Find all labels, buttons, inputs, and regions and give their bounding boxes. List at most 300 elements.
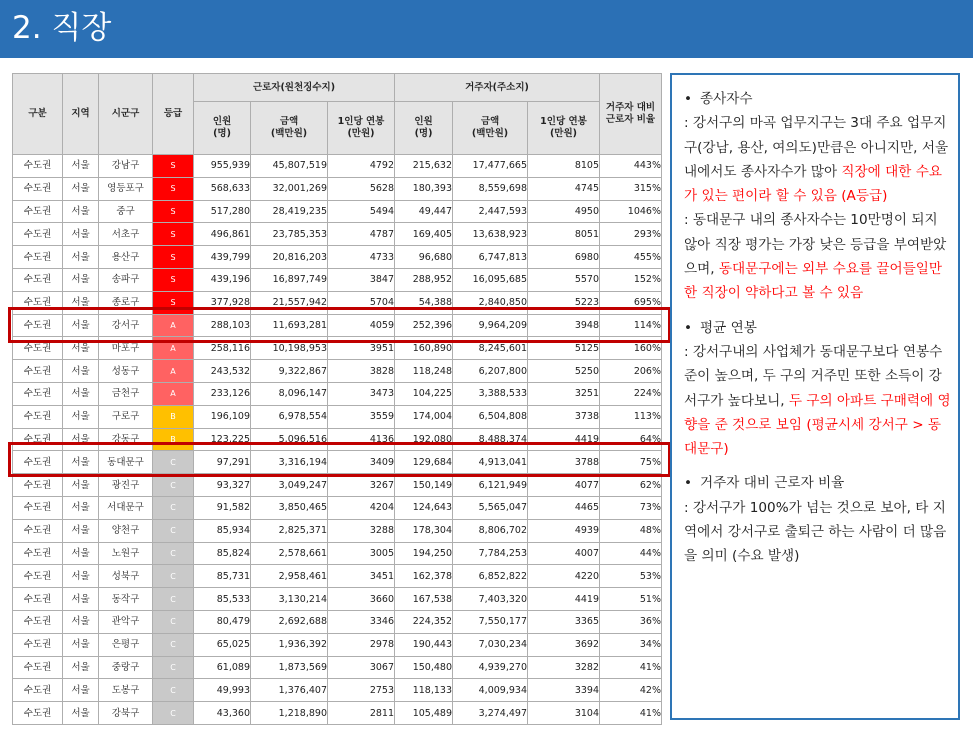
cell-residents-per-capita: 4419 [528,588,600,611]
cell-region-group: 수도권 [13,155,63,178]
cell-residents-amount: 7,030,234 [453,633,528,656]
cell-workers-per-capita: 4792 [328,155,395,178]
table-row [13,519,662,542]
cell-residents-per-capita: 3251 [528,382,600,405]
cell-residents-amount: 8,559,698 [453,177,528,200]
cell-residents-per-capita: 4939 [528,519,600,542]
cell-workers-amount: 23,785,353 [251,223,328,246]
cell-area: 서울 [63,633,99,656]
cell-workers-people: 258,116 [194,337,251,360]
header-workers-people: 인원 (명) [194,102,251,155]
cell-district: 용산구 [99,246,153,269]
cell-grade: A [153,337,194,360]
cell-workers-per-capita: 4733 [328,246,395,269]
cell-area: 서울 [63,268,99,291]
cell-district: 동대문구 [99,451,153,474]
cell-region-group: 수도권 [13,428,63,451]
cell-region-group: 수도권 [13,474,63,497]
cell-district: 송파구 [99,268,153,291]
cell-residents-amount: 7,784,253 [453,542,528,565]
cell-grade: C [153,588,194,611]
cell-region-group: 수도권 [13,451,63,474]
cell-region-group: 수도권 [13,610,63,633]
cell-residents-amount: 6,207,800 [453,360,528,383]
note-highlight-text: 직장에 대한 수요가 있는 편이라 할 수 있음 (A등급) [684,163,942,205]
cell-workers-people: 43,360 [194,702,251,725]
cell-workers-people: 61,089 [194,656,251,679]
cell-residents-amount: 9,964,209 [453,314,528,337]
highlight-dongdaemun-row [8,442,671,477]
cell-residents-people: 215,632 [395,155,453,178]
cell-area: 서울 [63,382,99,405]
cell-workers-per-capita: 4136 [328,428,395,451]
district-employment-table [12,73,662,725]
cell-residents-people: 118,133 [395,679,453,702]
cell-workers-amount: 2,825,371 [251,519,328,542]
cell-region-group: 수도권 [13,382,63,405]
cell-residents-people: 178,304 [395,519,453,542]
cell-residents-per-capita: 5570 [528,268,600,291]
table-row [13,679,662,702]
cell-workers-people: 955,939 [194,155,251,178]
cell-residents-people: 129,684 [395,451,453,474]
cell-workers-amount: 3,130,214 [251,588,328,611]
cell-grade: B [153,428,194,451]
cell-workers-amount: 45,807,519 [251,155,328,178]
analysis-notes-panel [670,73,960,720]
cell-residents-people: 49,447 [395,200,453,223]
cell-workers-amount: 1,376,407 [251,679,328,702]
cell-residents-per-capita: 3788 [528,451,600,474]
cell-residents-amount: 4,009,934 [453,679,528,702]
cell-grade: S [153,291,194,314]
table-row [13,268,662,291]
cell-area: 서울 [63,314,99,337]
cell-grade: S [153,155,194,178]
cell-workers-per-capita: 4787 [328,223,395,246]
cell-district: 마포구 [99,337,153,360]
table-row [13,223,662,246]
cell-ratio: 152% [600,268,662,291]
cell-ratio: 42% [600,679,662,702]
cell-residents-per-capita: 8051 [528,223,600,246]
title-bar [0,0,973,58]
cell-grade: A [153,360,194,383]
table-row [13,702,662,725]
cell-workers-people: 123,225 [194,428,251,451]
cell-workers-amount: 2,958,461 [251,565,328,588]
cell-workers-per-capita: 3660 [328,588,395,611]
cell-workers-people: 496,861 [194,223,251,246]
cell-grade: C [153,565,194,588]
cell-district: 금천구 [99,382,153,405]
cell-area: 서울 [63,177,99,200]
cell-grade: C [153,496,194,519]
cell-workers-people: 233,126 [194,382,251,405]
cell-workers-amount: 32,001,269 [251,177,328,200]
table-row [13,177,662,200]
table-row [13,474,662,497]
cell-region-group: 수도권 [13,702,63,725]
cell-workers-amount: 6,978,554 [251,405,328,428]
cell-residents-amount: 13,638,923 [453,223,528,246]
cell-region-group: 수도권 [13,656,63,679]
cell-residents-people: 192,080 [395,428,453,451]
cell-residents-per-capita: 4077 [528,474,600,497]
cell-ratio: 73% [600,496,662,519]
cell-residents-people: 150,480 [395,656,453,679]
cell-residents-amount: 5,565,047 [453,496,528,519]
cell-ratio: 41% [600,656,662,679]
cell-grade: S [153,246,194,269]
note-section-title: • 평균 연봉 [684,316,952,340]
cell-workers-per-capita: 2811 [328,702,395,725]
cell-workers-people: 85,934 [194,519,251,542]
cell-workers-per-capita: 5628 [328,177,395,200]
cell-residents-amount: 3,388,533 [453,382,528,405]
cell-ratio: 443% [600,155,662,178]
cell-area: 서울 [63,565,99,588]
cell-residents-people: 162,378 [395,565,453,588]
cell-workers-amount: 3,049,247 [251,474,328,497]
cell-residents-people: 167,538 [395,588,453,611]
note-paragraph [684,111,952,208]
note-paragraph [684,208,952,305]
cell-area: 서울 [63,451,99,474]
cell-workers-people: 85,731 [194,565,251,588]
cell-area: 서울 [63,223,99,246]
cell-area: 서울 [63,246,99,269]
cell-ratio: 41% [600,702,662,725]
cell-residents-people: 105,489 [395,702,453,725]
cell-district: 양천구 [99,519,153,542]
table-body [13,155,662,725]
cell-residents-amount: 8,245,601 [453,337,528,360]
cell-ratio: 206% [600,360,662,383]
cell-ratio: 64% [600,428,662,451]
cell-grade: S [153,268,194,291]
cell-residents-amount: 2,840,850 [453,291,528,314]
cell-ratio: 44% [600,542,662,565]
cell-ratio: 315% [600,177,662,200]
cell-workers-per-capita: 3828 [328,360,395,383]
cell-district: 노원구 [99,542,153,565]
cell-region-group: 수도권 [13,223,63,246]
cell-residents-per-capita: 4950 [528,200,600,223]
header-workers-per-capita: 1인당 연봉 (만원) [328,102,395,155]
cell-workers-amount: 20,816,203 [251,246,328,269]
cell-residents-amount: 6,852,822 [453,565,528,588]
cell-region-group: 수도권 [13,405,63,428]
cell-district: 서대문구 [99,496,153,519]
cell-residents-people: 224,352 [395,610,453,633]
cell-residents-per-capita: 3692 [528,633,600,656]
cell-workers-per-capita: 3451 [328,565,395,588]
cell-residents-per-capita: 4419 [528,428,600,451]
cell-district: 강남구 [99,155,153,178]
cell-workers-people: 97,291 [194,451,251,474]
cell-workers-people: 93,327 [194,474,251,497]
cell-workers-per-capita: 3346 [328,610,395,633]
cell-grade: C [153,451,194,474]
note-highlight-text: 동대문구에는 외부 수요를 끌어들일만한 직장이 약하다고 볼 수 있음 [684,261,942,302]
cell-area: 서울 [63,360,99,383]
cell-region-group: 수도권 [13,177,63,200]
cell-region-group: 수도권 [13,588,63,611]
cell-residents-amount: 8,806,702 [453,519,528,542]
cell-district: 중랑구 [99,656,153,679]
cell-district: 관악구 [99,610,153,633]
note-text: : 강서구의 마곡 업무지구는 3대 주요 업무지구(강남, 용산, 여의도)만큼은 아니지만, 서울내에서도 종사자수가 많아 [684,115,949,180]
cell-residents-people: 124,643 [395,496,453,519]
cell-workers-people: 196,109 [194,405,251,428]
cell-residents-amount: 3,274,497 [453,702,528,725]
cell-residents-per-capita: 4465 [528,496,600,519]
cell-workers-people: 439,196 [194,268,251,291]
cell-area: 서울 [63,291,99,314]
table-row [13,360,662,383]
cell-residents-per-capita: 4007 [528,542,600,565]
cell-grade: A [153,314,194,337]
cell-ratio: 36% [600,610,662,633]
cell-residents-per-capita: 3738 [528,405,600,428]
cell-region-group: 수도권 [13,679,63,702]
cell-residents-people: 118,248 [395,360,453,383]
cell-district: 동작구 [99,588,153,611]
cell-grade: C [153,610,194,633]
note-section-title: • 종사자수 [684,87,952,111]
cell-ratio: 53% [600,565,662,588]
header-workers-amount: 금액 (백만원) [251,102,328,155]
cell-grade: C [153,542,194,565]
cell-ratio: 114% [600,314,662,337]
cell-workers-per-capita: 3288 [328,519,395,542]
cell-area: 서울 [63,405,99,428]
cell-workers-per-capita: 3067 [328,656,395,679]
cell-ratio: 113% [600,405,662,428]
cell-district: 강서구 [99,314,153,337]
cell-residents-amount: 17,477,665 [453,155,528,178]
cell-residents-amount: 2,447,593 [453,200,528,223]
header-district: 시군구 [99,74,153,155]
highlight-gangseo-row [8,307,671,343]
cell-ratio: 224% [600,382,662,405]
cell-workers-people: 288,103 [194,314,251,337]
cell-region-group: 수도권 [13,633,63,656]
cell-region-group: 수도권 [13,496,63,519]
cell-ratio: 34% [600,633,662,656]
cell-area: 서울 [63,702,99,725]
cell-district: 은평구 [99,633,153,656]
table-row [13,656,662,679]
header-residents-per-capita: 1인당 연봉 (만원) [528,102,600,155]
cell-workers-people: 85,533 [194,588,251,611]
cell-residents-per-capita: 5223 [528,291,600,314]
cell-workers-amount: 1,936,392 [251,633,328,656]
cell-workers-per-capita: 2753 [328,679,395,702]
cell-grade: B [153,405,194,428]
cell-workers-people: 439,799 [194,246,251,269]
header-residents-people: 인원 (명) [395,102,453,155]
cell-workers-per-capita: 3559 [328,405,395,428]
cell-district: 서초구 [99,223,153,246]
cell-workers-people: 85,824 [194,542,251,565]
note-section-title: • 거주자 대비 근로자 비율 [684,471,952,495]
header-region-group: 구분 [13,74,63,155]
cell-residents-people: 160,890 [395,337,453,360]
cell-workers-people: 91,582 [194,496,251,519]
cell-district: 구로구 [99,405,153,428]
cell-residents-people: 54,388 [395,291,453,314]
cell-ratio: 160% [600,337,662,360]
cell-workers-amount: 21,557,942 [251,291,328,314]
cell-workers-people: 377,928 [194,291,251,314]
cell-workers-per-capita: 3005 [328,542,395,565]
cell-workers-people: 65,025 [194,633,251,656]
cell-residents-per-capita: 3282 [528,656,600,679]
cell-district: 성북구 [99,565,153,588]
cell-residents-amount: 6,747,813 [453,246,528,269]
cell-area: 서울 [63,337,99,360]
cell-grade: C [153,679,194,702]
cell-workers-amount: 10,198,953 [251,337,328,360]
cell-workers-people: 243,532 [194,360,251,383]
cell-district: 광진구 [99,474,153,497]
cell-ratio: 1046% [600,200,662,223]
note-paragraph [684,340,952,461]
cell-workers-per-capita: 3847 [328,268,395,291]
cell-workers-people: 568,633 [194,177,251,200]
cell-residents-amount: 4,939,270 [453,656,528,679]
cell-ratio: 293% [600,223,662,246]
table-row [13,610,662,633]
cell-residents-people: 190,443 [395,633,453,656]
cell-residents-per-capita: 3394 [528,679,600,702]
cell-ratio: 695% [600,291,662,314]
cell-workers-amount: 16,897,749 [251,268,328,291]
cell-workers-amount: 28,419,235 [251,200,328,223]
cell-workers-amount: 3,850,465 [251,496,328,519]
cell-residents-people: 169,405 [395,223,453,246]
cell-residents-people: 174,004 [395,405,453,428]
cell-grade: C [153,519,194,542]
cell-region-group: 수도권 [13,519,63,542]
cell-residents-amount: 6,504,808 [453,405,528,428]
cell-workers-amount: 1,873,569 [251,656,328,679]
cell-workers-per-capita: 2978 [328,633,395,656]
header-ratio: 거주자 대비 근로자 비율 [600,74,662,155]
table-row [13,246,662,269]
cell-ratio: 455% [600,246,662,269]
note-text: : 강서구가 100%가 넘는 것으로 보아, 타 지역에서 강서구로 출퇴근 하는 사람이 더 많음을 의미 (수요 발생) [684,499,947,565]
header-workers-group: 근로자(원천징수지) [194,74,395,102]
cell-district: 강북구 [99,702,153,725]
cell-district: 영등포구 [99,177,153,200]
table-row [13,565,662,588]
cell-residents-people: 252,396 [395,314,453,337]
cell-workers-people: 517,280 [194,200,251,223]
cell-workers-amount: 2,692,688 [251,610,328,633]
cell-ratio: 62% [600,474,662,497]
cell-residents-amount: 7,403,320 [453,588,528,611]
cell-workers-amount: 3,316,194 [251,451,328,474]
cell-residents-per-capita: 3365 [528,610,600,633]
cell-workers-people: 49,993 [194,679,251,702]
table-row [13,155,662,178]
page-title: 2. 직장 [12,10,112,46]
cell-region-group: 수도권 [13,565,63,588]
cell-district: 중구 [99,200,153,223]
cell-workers-per-capita: 4204 [328,496,395,519]
table-row [13,633,662,656]
cell-workers-amount: 11,693,281 [251,314,328,337]
cell-area: 서울 [63,588,99,611]
cell-residents-per-capita: 6980 [528,246,600,269]
cell-residents-amount: 4,913,041 [453,451,528,474]
cell-residents-people: 150,149 [395,474,453,497]
cell-area: 서울 [63,542,99,565]
cell-area: 서울 [63,428,99,451]
cell-region-group: 수도권 [13,360,63,383]
cell-district: 도봉구 [99,679,153,702]
cell-workers-per-capita: 3267 [328,474,395,497]
cell-grade: S [153,177,194,200]
cell-residents-per-capita: 4220 [528,565,600,588]
cell-district: 종로구 [99,291,153,314]
cell-area: 서울 [63,496,99,519]
cell-residents-amount: 7,550,177 [453,610,528,633]
cell-region-group: 수도권 [13,291,63,314]
cell-workers-per-capita: 5494 [328,200,395,223]
cell-grade: A [153,382,194,405]
cell-residents-per-capita: 3948 [528,314,600,337]
cell-residents-amount: 16,095,685 [453,268,528,291]
cell-workers-amount: 1,218,890 [251,702,328,725]
cell-residents-per-capita: 5125 [528,337,600,360]
note-text: : 강서구내의 사업체가 동대문구보다 연봉수준이 높으며, 두 구의 거주민 또한 소득이 강서구가 높다보니, [684,343,943,409]
note-text: : 동대문구 내의 종사자수는 10만명이 되지 않아 직장 평가는 가장 낮은 등급을 부여받았으며, [684,212,947,278]
cell-area: 서울 [63,474,99,497]
cell-district: 성동구 [99,360,153,383]
cell-residents-people: 96,680 [395,246,453,269]
cell-grade: C [153,633,194,656]
table-row [13,588,662,611]
cell-residents-people: 288,952 [395,268,453,291]
cell-region-group: 수도권 [13,246,63,269]
cell-workers-per-capita: 4059 [328,314,395,337]
cell-residents-per-capita: 3104 [528,702,600,725]
cell-grade: C [153,702,194,725]
cell-residents-per-capita: 8105 [528,155,600,178]
note-paragraph [684,496,952,569]
table-row [13,382,662,405]
table-row [13,405,662,428]
cell-workers-per-capita: 3409 [328,451,395,474]
header-grade: 등급 [153,74,194,155]
cell-workers-amount: 8,096,147 [251,382,328,405]
cell-residents-people: 180,393 [395,177,453,200]
cell-residents-per-capita: 5250 [528,360,600,383]
cell-area: 서울 [63,155,99,178]
header-residents-amount: 금액 (백만원) [453,102,528,155]
cell-residents-people: 194,250 [395,542,453,565]
cell-residents-amount: 6,121,949 [453,474,528,497]
cell-grade: S [153,223,194,246]
cell-area: 서울 [63,679,99,702]
cell-residents-people: 104,225 [395,382,453,405]
table-row [13,200,662,223]
cell-area: 서울 [63,656,99,679]
